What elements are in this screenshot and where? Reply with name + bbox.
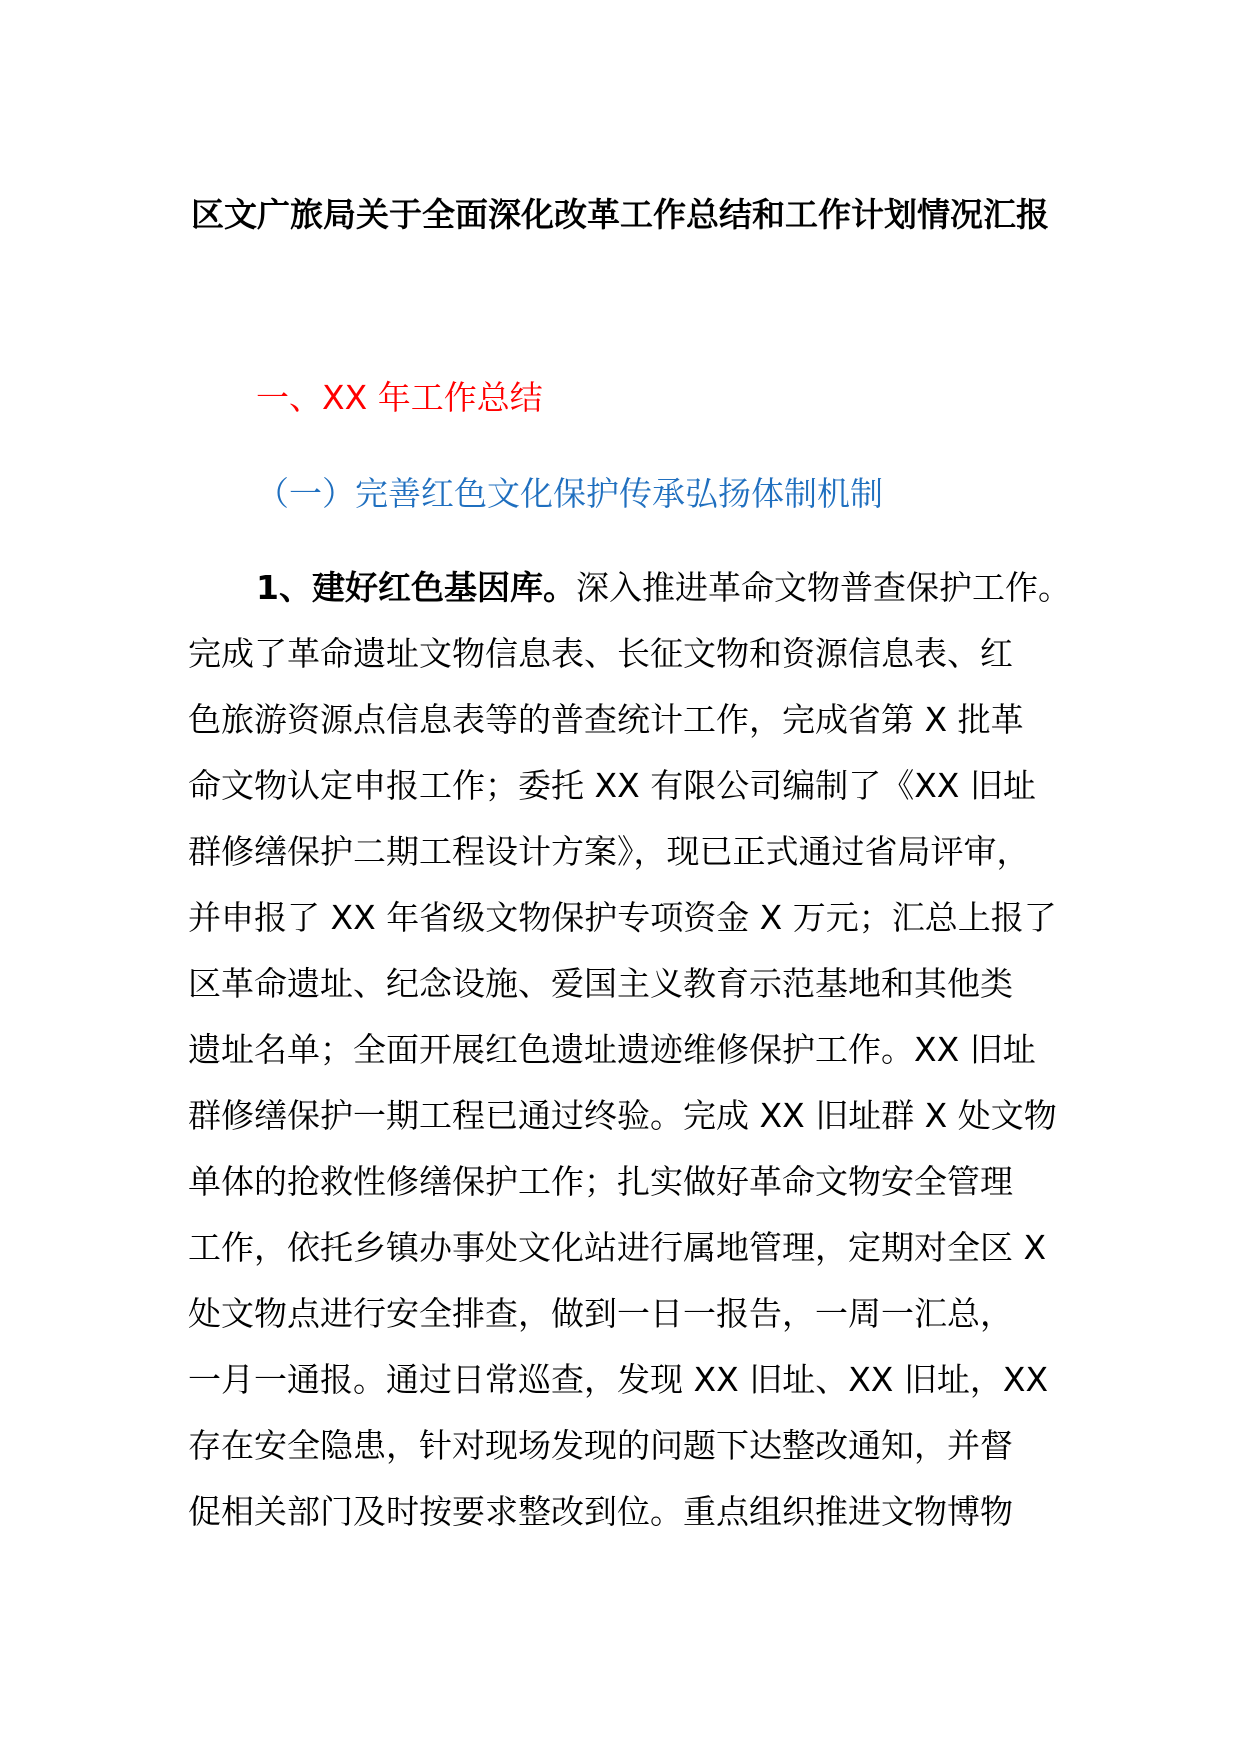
body-line: 一月一通报。通过日常巡查，发现 XX 旧址、XX 旧址，XX [188, 1360, 1049, 1399]
subsection-heading: （一）完善红色文化保护传承弘扬体制机制 [256, 474, 883, 513]
document-title: 区文广旅局关于全面深化改革工作总结和工作计划情况汇报 [191, 195, 1049, 234]
body-line: 存在安全隐患，针对现场发现的问题下达整改通知，并督 [188, 1426, 1013, 1465]
body-line: 促相关部门及时按要求整改到位。重点组织推进文物博物 [188, 1492, 1013, 1531]
body-line: 单体的抢救性修缮保护工作；扎实做好革命文物安全管理 [188, 1162, 1013, 1201]
section-heading: 一、XX 年工作总结 [256, 378, 543, 417]
body-line: 完成了革命遗址文物信息表、长征文物和资源信息表、红 [188, 634, 1013, 673]
body-line: 命文物认定申报工作；委托 XX 有限公司编制了《XX 旧址 [188, 766, 1036, 805]
body-line: 工作，依托乡镇办事处文化站进行属地管理，定期对全区 X [188, 1228, 1047, 1267]
body-line: 群修缮保护二期工程设计方案》，现已正式通过省局评审， [188, 832, 1030, 871]
body-paragraph [188, 566, 1071, 1556]
body-line: 区革命遗址、纪念设施、爱国主义教育示范基地和其他类 [188, 964, 1013, 1003]
body-line: 群修缮保护一期工程已通过终验。完成 XX 旧址群 X 处文物 [188, 1096, 1057, 1135]
body-line-text: 深入推进革命文物普查保护工作。 [575, 568, 1071, 607]
body-line [188, 566, 1071, 632]
body-line: 遗址名单；全面开展红色遗址遗迹维修保护工作。XX 旧址 [188, 1030, 1036, 1069]
item-lead: 1、建好红色基因库。 [256, 568, 576, 607]
body-line: 处文物点进行安全排查，做到一日一报告，一周一汇总， [188, 1294, 1013, 1333]
body-line: 并申报了 XX 年省级文物保护专项资金 X 万元；汇总上报了 [188, 898, 1057, 937]
body-line: 色旅游资源点信息表等的普查统计工作，完成省第 X 批革 [188, 700, 1024, 739]
